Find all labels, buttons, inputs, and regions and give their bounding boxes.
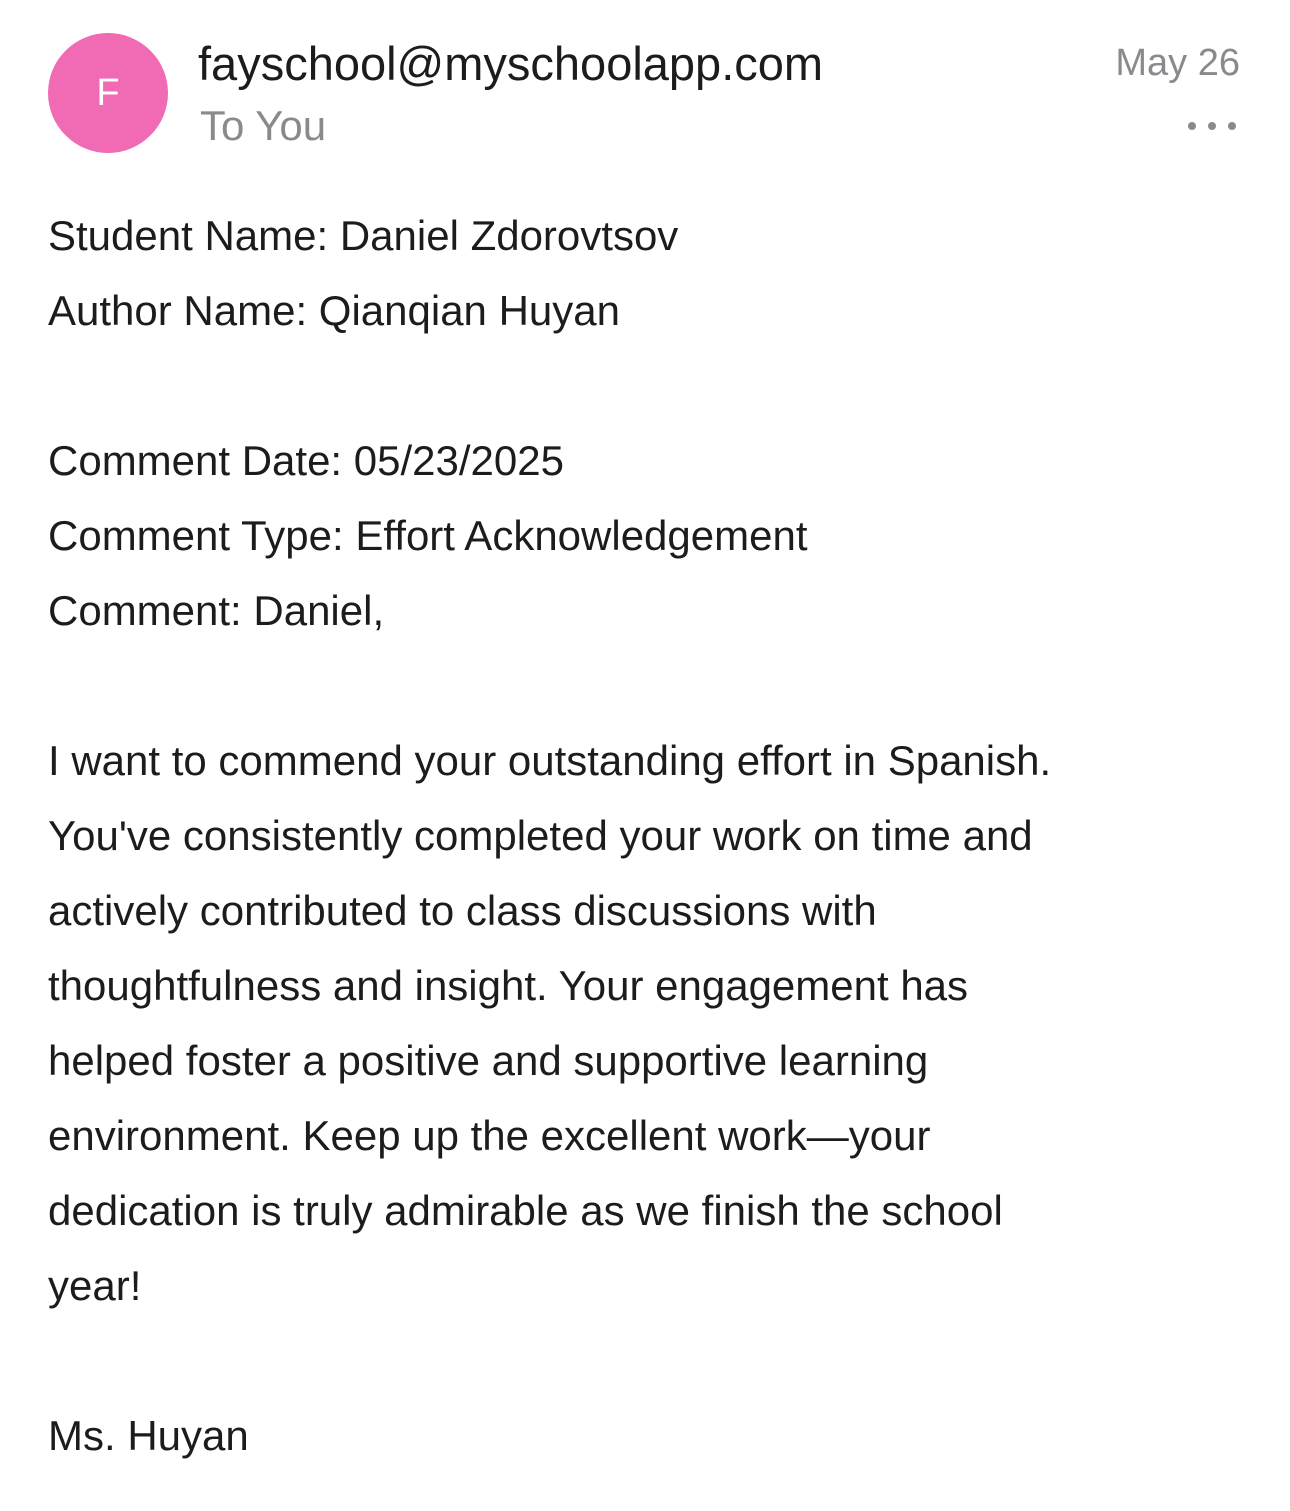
comment-paragraph-line: thoughtfulness and insight. Your engagement has — [48, 962, 969, 1009]
comment-paragraph-line: year! — [48, 1262, 142, 1309]
sender-avatar[interactable] — [48, 33, 168, 153]
comment-paragraph-line: actively contributed to class discussions with — [48, 887, 877, 934]
ellipsis-dot — [1228, 122, 1236, 130]
ellipsis-dot — [1208, 122, 1216, 130]
comment-type-line: Comment Type: Effort Acknowledgement — [48, 512, 808, 559]
recipient-label[interactable]: To You — [200, 102, 327, 149]
author-name-line: Author Name: Qianqian Huyan — [48, 287, 620, 334]
spacer — [48, 348, 1248, 423]
comment-greeting-line: Comment: Daniel, — [48, 587, 385, 634]
message-header — [0, 0, 1290, 170]
ellipsis-horizontal-icon — [1188, 122, 1196, 130]
signature: Ms. Huyan — [48, 1412, 249, 1459]
comment-paragraph-line: environment. Keep up the excellent work—your — [48, 1112, 931, 1159]
more-options-button[interactable] — [1188, 112, 1236, 140]
comment-paragraph-line: helped foster a positive and supportive learning — [48, 1037, 929, 1084]
avatar-letter: F — [96, 71, 120, 114]
spacer — [48, 648, 1248, 723]
comment-paragraph-line: dedication is truly admirable as we finish the school — [48, 1187, 1003, 1234]
comment-paragraph-line: I want to commend your outstanding effort in Spanish. — [48, 737, 1052, 784]
student-name-line: Student Name: Daniel Zdorovtsov — [48, 212, 679, 259]
comment-paragraph-line: You've consistently completed your work on time and — [48, 812, 1033, 859]
sender-address[interactable]: fayschool@myschoolapp.com — [198, 37, 824, 90]
spacer — [48, 1323, 1248, 1398]
message-date: May 26 — [1115, 42, 1240, 84]
comment-date-line: Comment Date: 05/23/2025 — [48, 437, 564, 484]
message-body — [48, 198, 1248, 1473]
